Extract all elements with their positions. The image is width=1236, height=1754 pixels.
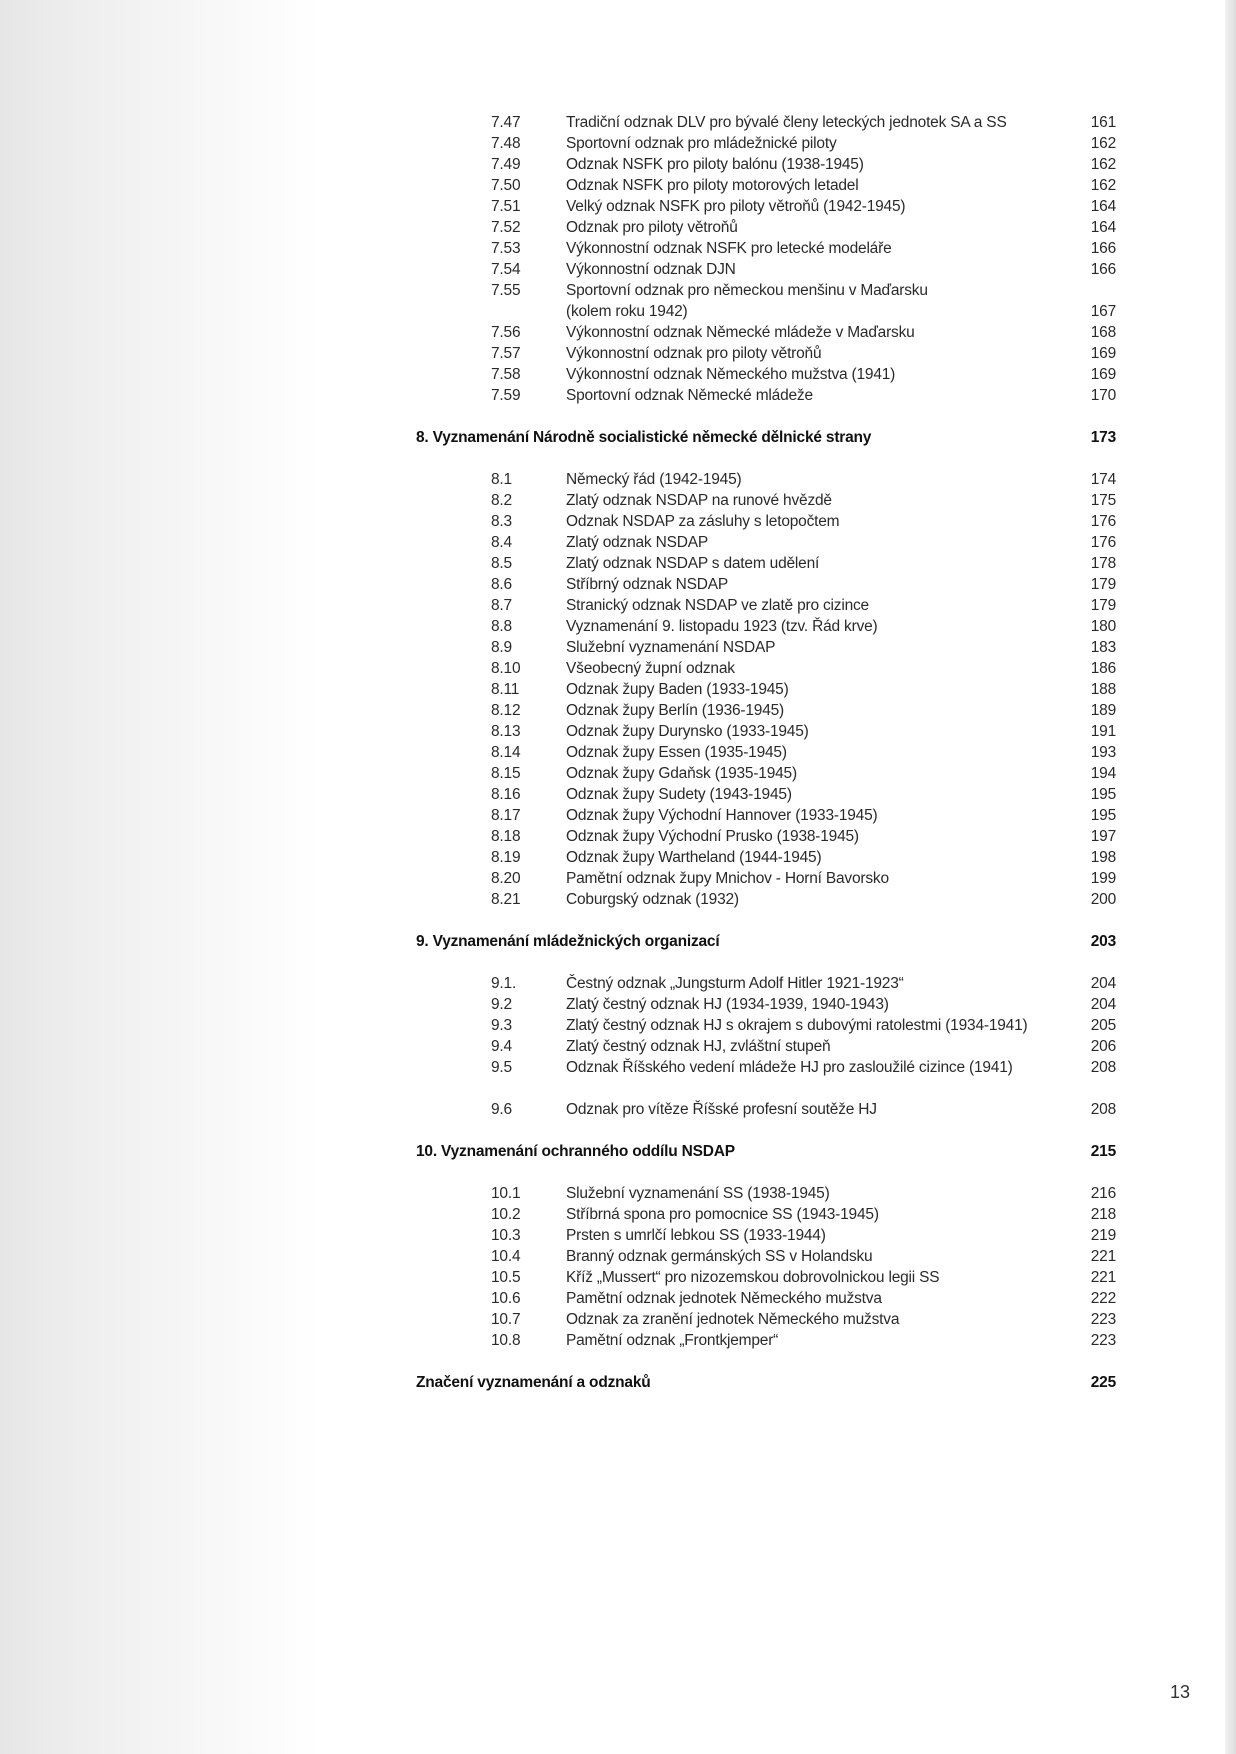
entry-number: 8.8 bbox=[491, 618, 512, 635]
entry-page: 221 bbox=[1090, 1248, 1116, 1265]
toc-entry[interactable] bbox=[416, 112, 1116, 133]
page-number: 13 bbox=[1169, 1682, 1190, 1702]
entry-title: Odznak župy Baden (1933-1945) bbox=[566, 681, 789, 698]
entry-title: Služební vyznamenání NSDAP bbox=[566, 639, 776, 656]
section-10-list bbox=[416, 1183, 1116, 1351]
entry-page: 162 bbox=[1090, 135, 1116, 152]
spacer bbox=[416, 1078, 1116, 1099]
chapter-8-heading[interactable] bbox=[416, 427, 1116, 448]
entry-page: 179 bbox=[1090, 597, 1116, 614]
entry-page: 221 bbox=[1090, 1269, 1116, 1286]
final-chapter-heading[interactable] bbox=[416, 1372, 1116, 1393]
entry-number: 8.2 bbox=[491, 492, 512, 509]
entry-number: 9.1. bbox=[491, 975, 517, 992]
entry-number: 8.11 bbox=[491, 681, 520, 698]
toc-entry[interactable] bbox=[416, 280, 1116, 322]
entry-page: 162 bbox=[1090, 177, 1116, 194]
entry-title: Odznak župy Gdaňsk (1935-1945) bbox=[566, 765, 797, 782]
entry-page: 178 bbox=[1090, 555, 1116, 572]
entry-number: 7.48 bbox=[491, 135, 521, 152]
toc-entry[interactable] bbox=[416, 259, 1116, 280]
toc-entry[interactable] bbox=[416, 700, 1116, 721]
toc-entry[interactable] bbox=[416, 1288, 1116, 1309]
entry-page: 219 bbox=[1090, 1227, 1116, 1244]
chapter-title: Značení vyznamenání a odznaků bbox=[416, 1374, 651, 1391]
entry-number: 10.8 bbox=[491, 1332, 521, 1349]
entry-page: 223 bbox=[1090, 1332, 1116, 1349]
entry-page: 176 bbox=[1090, 534, 1116, 551]
chapter-page: 225 bbox=[1090, 1374, 1116, 1391]
chapter-page: 173 bbox=[1090, 429, 1116, 446]
toc-entry[interactable] bbox=[416, 133, 1116, 154]
entry-title: Odznak župy Durynsko (1933-1945) bbox=[566, 723, 809, 740]
entry-page: 223 bbox=[1090, 1311, 1116, 1328]
entry-title-line-2: (kolem roku 1942) bbox=[566, 303, 688, 320]
chapter-9-heading[interactable] bbox=[416, 931, 1116, 952]
entry-page: 186 bbox=[1090, 660, 1116, 677]
toc-entry[interactable] bbox=[416, 385, 1116, 406]
entry-number: 7.53 bbox=[491, 240, 521, 257]
entry-title: Zlatý odznak NSDAP na runové hvězdě bbox=[566, 492, 832, 509]
entry-page: 170 bbox=[1090, 387, 1116, 404]
entry-title: Všeobecný župní odznak bbox=[566, 660, 735, 677]
entry-number: 7.56 bbox=[491, 324, 521, 341]
entry-title: Služební vyznamenání SS (1938-1945) bbox=[566, 1185, 830, 1202]
entry-title: Zlatý odznak NSDAP s datem udělení bbox=[566, 555, 820, 572]
entry-number: 7.54 bbox=[491, 261, 521, 278]
entry-title: Zlatý čestný odznak HJ (1934-1939, 1940-1943) bbox=[566, 996, 889, 1013]
entry-page: 216 bbox=[1090, 1185, 1116, 1202]
entry-page: 174 bbox=[1090, 471, 1116, 488]
toc-entry[interactable] bbox=[416, 238, 1116, 259]
entry-page: 167 bbox=[1090, 303, 1116, 320]
entry-page: 191 bbox=[1090, 723, 1116, 740]
entry-page: 198 bbox=[1090, 849, 1116, 866]
entry-number: 8.15 bbox=[491, 765, 521, 782]
entry-number: 9.6 bbox=[491, 1101, 512, 1118]
entry-title: Odznak pro vítěze Říšské profesní soutěže HJ bbox=[566, 1101, 877, 1118]
entry-page: 169 bbox=[1090, 366, 1116, 383]
entry-number: 8.18 bbox=[491, 828, 521, 845]
entry-title: Stranický odznak NSDAP ve zlatě pro cizince bbox=[566, 597, 869, 614]
entry-title: Sportovní odznak pro mládežnické piloty bbox=[566, 135, 837, 152]
entry-page: 166 bbox=[1090, 240, 1116, 257]
entry-number: 8.3 bbox=[491, 513, 512, 530]
toc-entry[interactable] bbox=[416, 343, 1116, 364]
entry-page: 162 bbox=[1090, 156, 1116, 173]
entry-page: 208 bbox=[1090, 1059, 1116, 1076]
entry-page: 188 bbox=[1090, 681, 1116, 698]
entry-title: Vyznamenání 9. listopadu 1923 (tzv. Řád krve) bbox=[566, 618, 878, 635]
table-of-contents bbox=[416, 112, 1116, 1414]
entry-page: 175 bbox=[1090, 492, 1116, 509]
entry-page: 164 bbox=[1090, 219, 1116, 236]
entry-number: 8.14 bbox=[491, 744, 521, 761]
toc-entry[interactable] bbox=[416, 364, 1116, 385]
entry-title: Odznak župy Wartheland (1944-1945) bbox=[566, 849, 822, 866]
entry-number: 8.7 bbox=[491, 597, 512, 614]
toc-entry[interactable] bbox=[416, 826, 1116, 847]
toc-entry[interactable] bbox=[416, 1036, 1116, 1057]
entry-number: 10.2 bbox=[491, 1206, 521, 1223]
toc-entry[interactable] bbox=[416, 322, 1116, 343]
toc-entry[interactable] bbox=[416, 847, 1116, 868]
page-edge-shadow bbox=[1225, 0, 1236, 1754]
entry-title: Zlatý odznak NSDAP bbox=[566, 534, 708, 551]
entry-page: 169 bbox=[1090, 345, 1116, 362]
toc-entry[interactable] bbox=[416, 469, 1116, 490]
entry-number: 8.12 bbox=[491, 702, 521, 719]
entry-page: 200 bbox=[1090, 891, 1116, 908]
entry-title: Stříbrný odznak NSDAP bbox=[566, 576, 729, 593]
entry-title: Odznak župy Východní Hannover (1933-1945) bbox=[566, 807, 878, 824]
toc-entry[interactable] bbox=[416, 175, 1116, 196]
toc-entry[interactable] bbox=[416, 196, 1116, 217]
entry-number: 8.21 bbox=[491, 891, 521, 908]
toc-entry[interactable] bbox=[416, 553, 1116, 574]
toc-entry[interactable] bbox=[416, 1015, 1116, 1036]
entry-title: Odznak župy Sudety (1943-1945) bbox=[566, 786, 792, 803]
entry-number: 8.17 bbox=[491, 807, 521, 824]
entry-page: 180 bbox=[1090, 618, 1116, 635]
entry-title: Kříž „Mussert“ pro nizozemskou dobrovolnickou legii SS bbox=[566, 1269, 940, 1286]
toc-entry[interactable] bbox=[416, 1246, 1116, 1267]
entry-title: Odznak pro piloty větroňů bbox=[566, 219, 738, 236]
entry-page: 204 bbox=[1090, 975, 1116, 992]
entry-title: Výkonnostní odznak pro piloty větroňů bbox=[566, 345, 822, 362]
entry-title: Odznak NSDAP za zásluhy s letopočtem bbox=[566, 513, 840, 530]
entry-number: 7.47 bbox=[491, 114, 521, 131]
entry-number: 7.57 bbox=[491, 345, 521, 362]
section-7-list bbox=[416, 112, 1116, 406]
toc-entry[interactable] bbox=[416, 1225, 1116, 1246]
entry-page: 161 bbox=[1090, 114, 1116, 131]
toc-entry[interactable] bbox=[416, 217, 1116, 238]
entry-number: 8.5 bbox=[491, 555, 512, 572]
toc-entry[interactable] bbox=[416, 658, 1116, 679]
entry-number: 8.1 bbox=[491, 471, 512, 488]
entry-number: 8.6 bbox=[491, 576, 512, 593]
entry-title: Stříbrná spona pro pomocnice SS (1943-1945) bbox=[566, 1206, 879, 1223]
toc-entry[interactable] bbox=[416, 1330, 1116, 1351]
toc-entry[interactable] bbox=[416, 1057, 1116, 1078]
toc-entry[interactable] bbox=[416, 574, 1116, 595]
toc-entry[interactable] bbox=[416, 1309, 1116, 1330]
entry-title: Odznak NSFK pro piloty balónu (1938-1945) bbox=[566, 156, 864, 173]
toc-entry[interactable] bbox=[416, 595, 1116, 616]
entry-number: 7.50 bbox=[491, 177, 521, 194]
entry-title: Německý řád (1942-1945) bbox=[566, 471, 742, 488]
toc-entry[interactable] bbox=[416, 805, 1116, 826]
entry-title-line-1: Sportovní odznak pro německou menšinu v Maďarsku bbox=[566, 282, 928, 299]
entry-page: 208 bbox=[1090, 1101, 1116, 1118]
entry-number: 10.1 bbox=[491, 1185, 521, 1202]
entry-page: 194 bbox=[1090, 765, 1116, 782]
entry-title: Branný odznak germánských SS v Holandsku bbox=[566, 1248, 873, 1265]
entry-page: 206 bbox=[1090, 1038, 1116, 1055]
entry-title: Odznak Říšského vedení mládeže HJ pro zasloužilé cizince (1941) bbox=[566, 1059, 1013, 1076]
entry-title: Výkonnostní odznak Německého mužstva (1941) bbox=[566, 366, 896, 383]
entry-number: 8.16 bbox=[491, 786, 521, 803]
section-8-list bbox=[416, 469, 1116, 910]
toc-entry[interactable] bbox=[416, 973, 1116, 994]
entry-page: 183 bbox=[1090, 639, 1116, 656]
entry-title: Zlatý čestný odznak HJ s okrajem s dubovými ratolestmi (1934-1941) bbox=[566, 1017, 1028, 1034]
toc-entry[interactable] bbox=[416, 1204, 1116, 1225]
entry-title: Výkonnostní odznak DJN bbox=[566, 261, 736, 278]
toc-entry[interactable] bbox=[416, 637, 1116, 658]
toc-entry[interactable] bbox=[416, 154, 1116, 175]
entry-number: 7.59 bbox=[491, 387, 521, 404]
entry-number: 10.6 bbox=[491, 1290, 521, 1307]
entry-page: 168 bbox=[1090, 324, 1116, 341]
entry-number: 8.10 bbox=[491, 660, 521, 677]
entry-page: 195 bbox=[1090, 786, 1116, 803]
entry-number: 8.4 bbox=[491, 534, 512, 551]
entry-number: 10.5 bbox=[491, 1269, 521, 1286]
entry-number: 7.55 bbox=[491, 282, 521, 299]
chapter-page: 203 bbox=[1090, 933, 1116, 950]
entry-title: Výkonnostní odznak Německé mládeže v Maďarsku bbox=[566, 324, 915, 341]
toc-entry[interactable] bbox=[416, 889, 1116, 910]
entry-page: 176 bbox=[1090, 513, 1116, 530]
entry-page: 166 bbox=[1090, 261, 1116, 278]
toc-entry[interactable] bbox=[416, 679, 1116, 700]
entry-number: 9.2 bbox=[491, 996, 512, 1013]
entry-number: 7.52 bbox=[491, 219, 521, 236]
toc-entry[interactable] bbox=[416, 784, 1116, 805]
entry-number: 9.5 bbox=[491, 1059, 512, 1076]
entry-title bbox=[566, 280, 1056, 322]
entry-title: Odznak župy Essen (1935-1945) bbox=[566, 744, 787, 761]
entry-number: 7.51 bbox=[491, 198, 521, 215]
entry-title: Zlatý čestný odznak HJ, zvláštní stupeň bbox=[566, 1038, 831, 1055]
entry-page: 222 bbox=[1090, 1290, 1116, 1307]
entry-title: Odznak župy Východní Prusko (1938-1945) bbox=[566, 828, 859, 845]
entry-number: 9.4 bbox=[491, 1038, 512, 1055]
entry-page: 164 bbox=[1090, 198, 1116, 215]
entry-page: 199 bbox=[1090, 870, 1116, 887]
entry-page: 193 bbox=[1090, 744, 1116, 761]
entry-page: 204 bbox=[1090, 996, 1116, 1013]
chapter-title: 9. Vyznamenání mládežnických organizací bbox=[416, 933, 720, 950]
entry-number: 10.7 bbox=[491, 1311, 521, 1328]
entry-title: Odznak za zranění jednotek Německého mužstva bbox=[566, 1311, 900, 1328]
entry-title: Prsten s umrlčí lebkou SS (1933-1944) bbox=[566, 1227, 826, 1244]
entry-title: Odznak NSFK pro piloty motorových letadel bbox=[566, 177, 859, 194]
entry-page: 218 bbox=[1090, 1206, 1116, 1223]
toc-entry[interactable] bbox=[416, 1267, 1116, 1288]
entry-page: 205 bbox=[1090, 1017, 1116, 1034]
entry-page: 197 bbox=[1090, 828, 1116, 845]
toc-entry[interactable] bbox=[416, 1099, 1116, 1120]
toc-entry[interactable] bbox=[416, 994, 1116, 1015]
entry-number: 8.19 bbox=[491, 849, 521, 866]
entry-title: Pamětní odznak jednotek Německého mužstva bbox=[566, 1290, 882, 1307]
entry-title: Výkonnostní odznak NSFK pro letecké modeláře bbox=[566, 240, 892, 257]
entry-page: 189 bbox=[1090, 702, 1116, 719]
chapter-page: 215 bbox=[1090, 1143, 1116, 1160]
entry-number: 9.3 bbox=[491, 1017, 512, 1034]
toc-entry[interactable] bbox=[416, 511, 1116, 532]
entry-title: Pamětní odznak „Frontkjemper“ bbox=[566, 1332, 779, 1349]
toc-entry[interactable] bbox=[416, 868, 1116, 889]
toc-entry[interactable] bbox=[416, 1183, 1116, 1204]
chapter-title: 10. Vyznamenání ochranného oddílu NSDAP bbox=[416, 1143, 735, 1160]
entry-title: Velký odznak NSFK pro piloty větroňů (1942-1945) bbox=[566, 198, 906, 215]
entry-number: 8.20 bbox=[491, 870, 521, 887]
entry-title: Pamětní odznak župy Mnichov - Horní Bavorsko bbox=[566, 870, 889, 887]
chapter-10-heading[interactable] bbox=[416, 1141, 1116, 1162]
entry-title: Coburgský odznak (1932) bbox=[566, 891, 739, 908]
toc-entry[interactable] bbox=[416, 742, 1116, 763]
entry-number: 8.13 bbox=[491, 723, 521, 740]
toc-entry[interactable] bbox=[416, 532, 1116, 553]
toc-entry[interactable] bbox=[416, 721, 1116, 742]
entry-page: 195 bbox=[1090, 807, 1116, 824]
entry-number: 10.3 bbox=[491, 1227, 521, 1244]
toc-entry[interactable] bbox=[416, 763, 1116, 784]
entry-number: 8.9 bbox=[491, 639, 512, 656]
entry-number: 7.58 bbox=[491, 366, 521, 383]
entry-page: 179 bbox=[1090, 576, 1116, 593]
toc-entry[interactable] bbox=[416, 616, 1116, 637]
section-9-list bbox=[416, 973, 1116, 1120]
chapter-title: 8. Vyznamenání Národně socialistické německé dělnické strany bbox=[416, 429, 872, 446]
entry-title: Odznak župy Berlín (1936-1945) bbox=[566, 702, 785, 719]
entry-number: 10.4 bbox=[491, 1248, 521, 1265]
entry-title: Sportovní odznak Německé mládeže bbox=[566, 387, 813, 404]
entry-title: Tradiční odznak DLV pro bývalé členy leteckých jednotek SA a SS bbox=[566, 114, 1007, 131]
toc-entry[interactable] bbox=[416, 490, 1116, 511]
entry-title: Čestný odznak „Jungsturm Adolf Hitler 1921-1923“ bbox=[566, 975, 904, 992]
entry-number: 7.49 bbox=[491, 156, 521, 173]
